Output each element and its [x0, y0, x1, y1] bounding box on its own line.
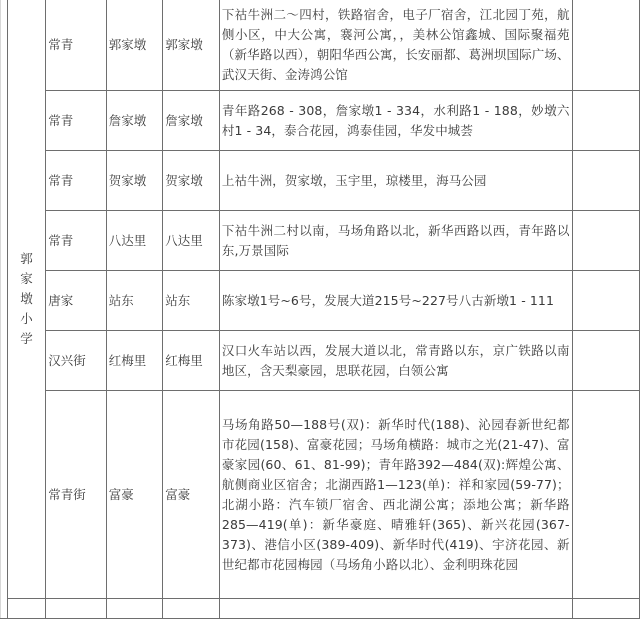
area-cell: 贺家墩	[163, 151, 220, 211]
street-cell: 常青	[46, 211, 106, 271]
street-cell: 常青	[46, 0, 106, 91]
table-row	[1, 391, 640, 599]
remark-cell	[572, 151, 639, 211]
next-row-cell	[163, 599, 220, 619]
community-cell: 詹家墩	[106, 91, 163, 151]
next-row-cell	[106, 599, 163, 619]
next-row-cell	[219, 599, 572, 619]
table-row	[1, 331, 640, 391]
next-row-cell	[7, 599, 45, 619]
school-char: 小	[20, 310, 33, 326]
area-cell: 八达里	[163, 211, 220, 271]
remark-cell	[572, 211, 639, 271]
street-cell: 常青	[46, 151, 106, 211]
school-name-cell	[7, 0, 45, 599]
school-char: 墩	[20, 290, 33, 306]
school-char: 学	[20, 330, 33, 346]
table-row	[1, 0, 640, 91]
address-cell: 青年路268 - 308，詹家墩1 - 334，水利路1 - 188，妙墩六村1 - 34，泰合花园，鸿泰佳园，华发中城荟	[219, 91, 572, 151]
left-margin-cell	[1, 0, 8, 619]
street-cell: 常青	[46, 91, 106, 151]
community-cell: 红梅里	[106, 331, 163, 391]
area-cell: 詹家墩	[163, 91, 220, 151]
address-cell: 汉口火车站以西，发展大道以北，常青路以东，京广铁路以南地区，含天梨豪园，思联花园，白领公寓	[219, 331, 572, 391]
community-cell: 富豪	[106, 391, 163, 599]
area-cell: 富豪	[163, 391, 220, 599]
address-cell: 上祜牛洲，贺家墩，玉宇里，琼楼里，海马公园	[219, 151, 572, 211]
community-cell: 贺家墩	[106, 151, 163, 211]
community-cell: 八达里	[106, 211, 163, 271]
table-row	[1, 271, 640, 331]
area-cell: 郭家墩	[163, 0, 220, 91]
address-cell: 下祜牛洲二村以南，马场角路以北，新华西路以西，青年路以东,万景国际	[219, 211, 572, 271]
next-row-cell	[572, 599, 639, 619]
area-cell: 站东	[163, 271, 220, 331]
school-char: 家	[20, 270, 33, 286]
remark-cell	[572, 271, 639, 331]
community-cell: 站东	[106, 271, 163, 331]
table-row	[1, 599, 640, 619]
address-cell: 下祜牛洲二～四村，铁路宿舍，电子厂宿舍，江北园丁苑，航侧小区，中大公寓，褰河公寓，，美林公馆鑫城、国际聚福苑（新华路以西），朝阳华西公寓，长安丽都、葛洲坝国际广场、武汉天街、金涛鸿公馆	[219, 0, 572, 91]
street-cell: 唐家	[46, 271, 106, 331]
school-char: 郭	[20, 250, 33, 266]
remark-cell	[572, 0, 639, 91]
table-row	[1, 151, 640, 211]
remark-cell	[572, 391, 639, 599]
table-row	[1, 91, 640, 151]
remark-cell	[572, 91, 639, 151]
next-row-cell	[46, 599, 106, 619]
remark-cell	[572, 331, 639, 391]
address-cell: 陈家墩1号~6号，发展大道215号~227号八古新墩1 - 111	[219, 271, 572, 331]
street-cell: 汉兴街	[46, 331, 106, 391]
community-cell: 郭家墩	[106, 0, 163, 91]
street-cell: 常青街	[46, 391, 106, 599]
address-cell: 马场角路50—188号(双)：新华时代(188)、沁园春新世纪都市花园(158)、富豪花园；马场角横路：城市之光(21-47)、富豪家园(60、61、81-99)；青年路392—484(双):辉煌公寓、航侧商业区宿舍；北湖西路1—123(单)：祥和家园(59-77)；北湖小路：汽车锁厂宿舍、西北湖公寓；添地公寓；新华路285—419(单)：新华豪庭、晴雅轩(365)、新兴花园(367-373)、港信小区(389-409)、新华时代(419)、宇济花园、新世纪都市花园梅园（马场角小路以北）、金利明珠花园	[219, 391, 572, 599]
area-cell: 红梅里	[163, 331, 220, 391]
table-row	[1, 211, 640, 271]
